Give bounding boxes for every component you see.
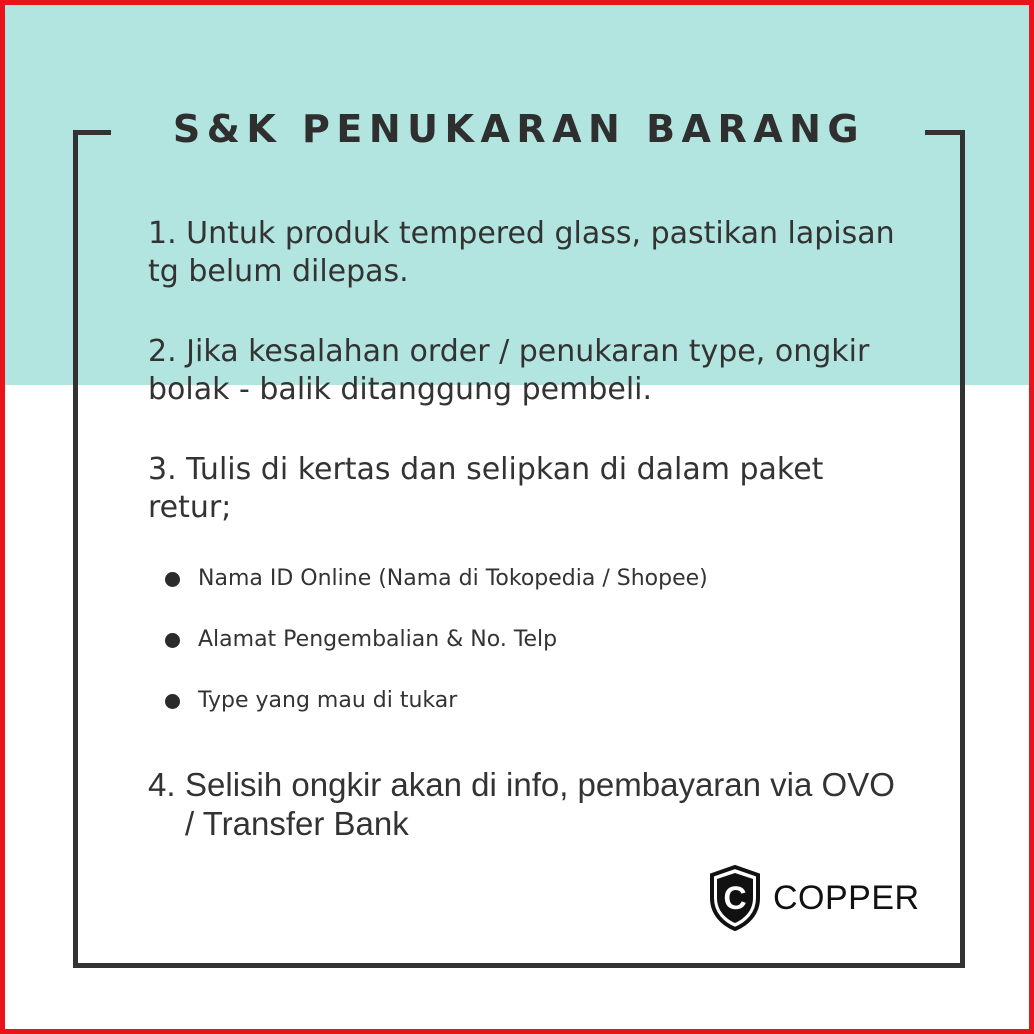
bullet-list [165, 560, 905, 743]
frame-top-left-segment [73, 130, 111, 135]
page-title: S&K PENUKARAN BARANG [172, 107, 866, 151]
rule-4 [148, 765, 908, 843]
rule-4-text: Selisih ongkir akan di info, pembayaran via OVO / Transfer Bank [185, 766, 895, 842]
bullet-text: Alamat Pengembalian & No. Telp [198, 627, 558, 652]
bullet-text: Nama ID Online (Nama di Tokopedia / Shopee) [198, 566, 708, 591]
frame-top-right-segment [925, 130, 965, 135]
rule-4-number: 4. [148, 766, 176, 803]
bullet-dot-icon [165, 572, 180, 587]
rule-2: 2. Jika kesalahan order / penukaran type, ongkir bolak - balik ditanggung pembeli. [148, 334, 870, 407]
logo-wordmark: COPPER [773, 878, 920, 917]
bullet-dot-icon [165, 694, 180, 709]
rule-1: 1. Untuk produk tempered glass, pastikan lapisan tg belum dilepas. [148, 216, 895, 289]
list-item [165, 621, 905, 682]
list-item [165, 682, 905, 743]
rule-3: 3. Tulis di kertas dan selipkan di dalam paket retur; [148, 452, 824, 525]
shield-c-logo-icon [707, 864, 763, 932]
list-item [165, 560, 905, 621]
svg-text:C: C [723, 880, 747, 916]
bullet-dot-icon [165, 633, 180, 648]
copper-logo [707, 863, 920, 933]
bullet-text: Type yang mau di tukar [198, 688, 458, 713]
